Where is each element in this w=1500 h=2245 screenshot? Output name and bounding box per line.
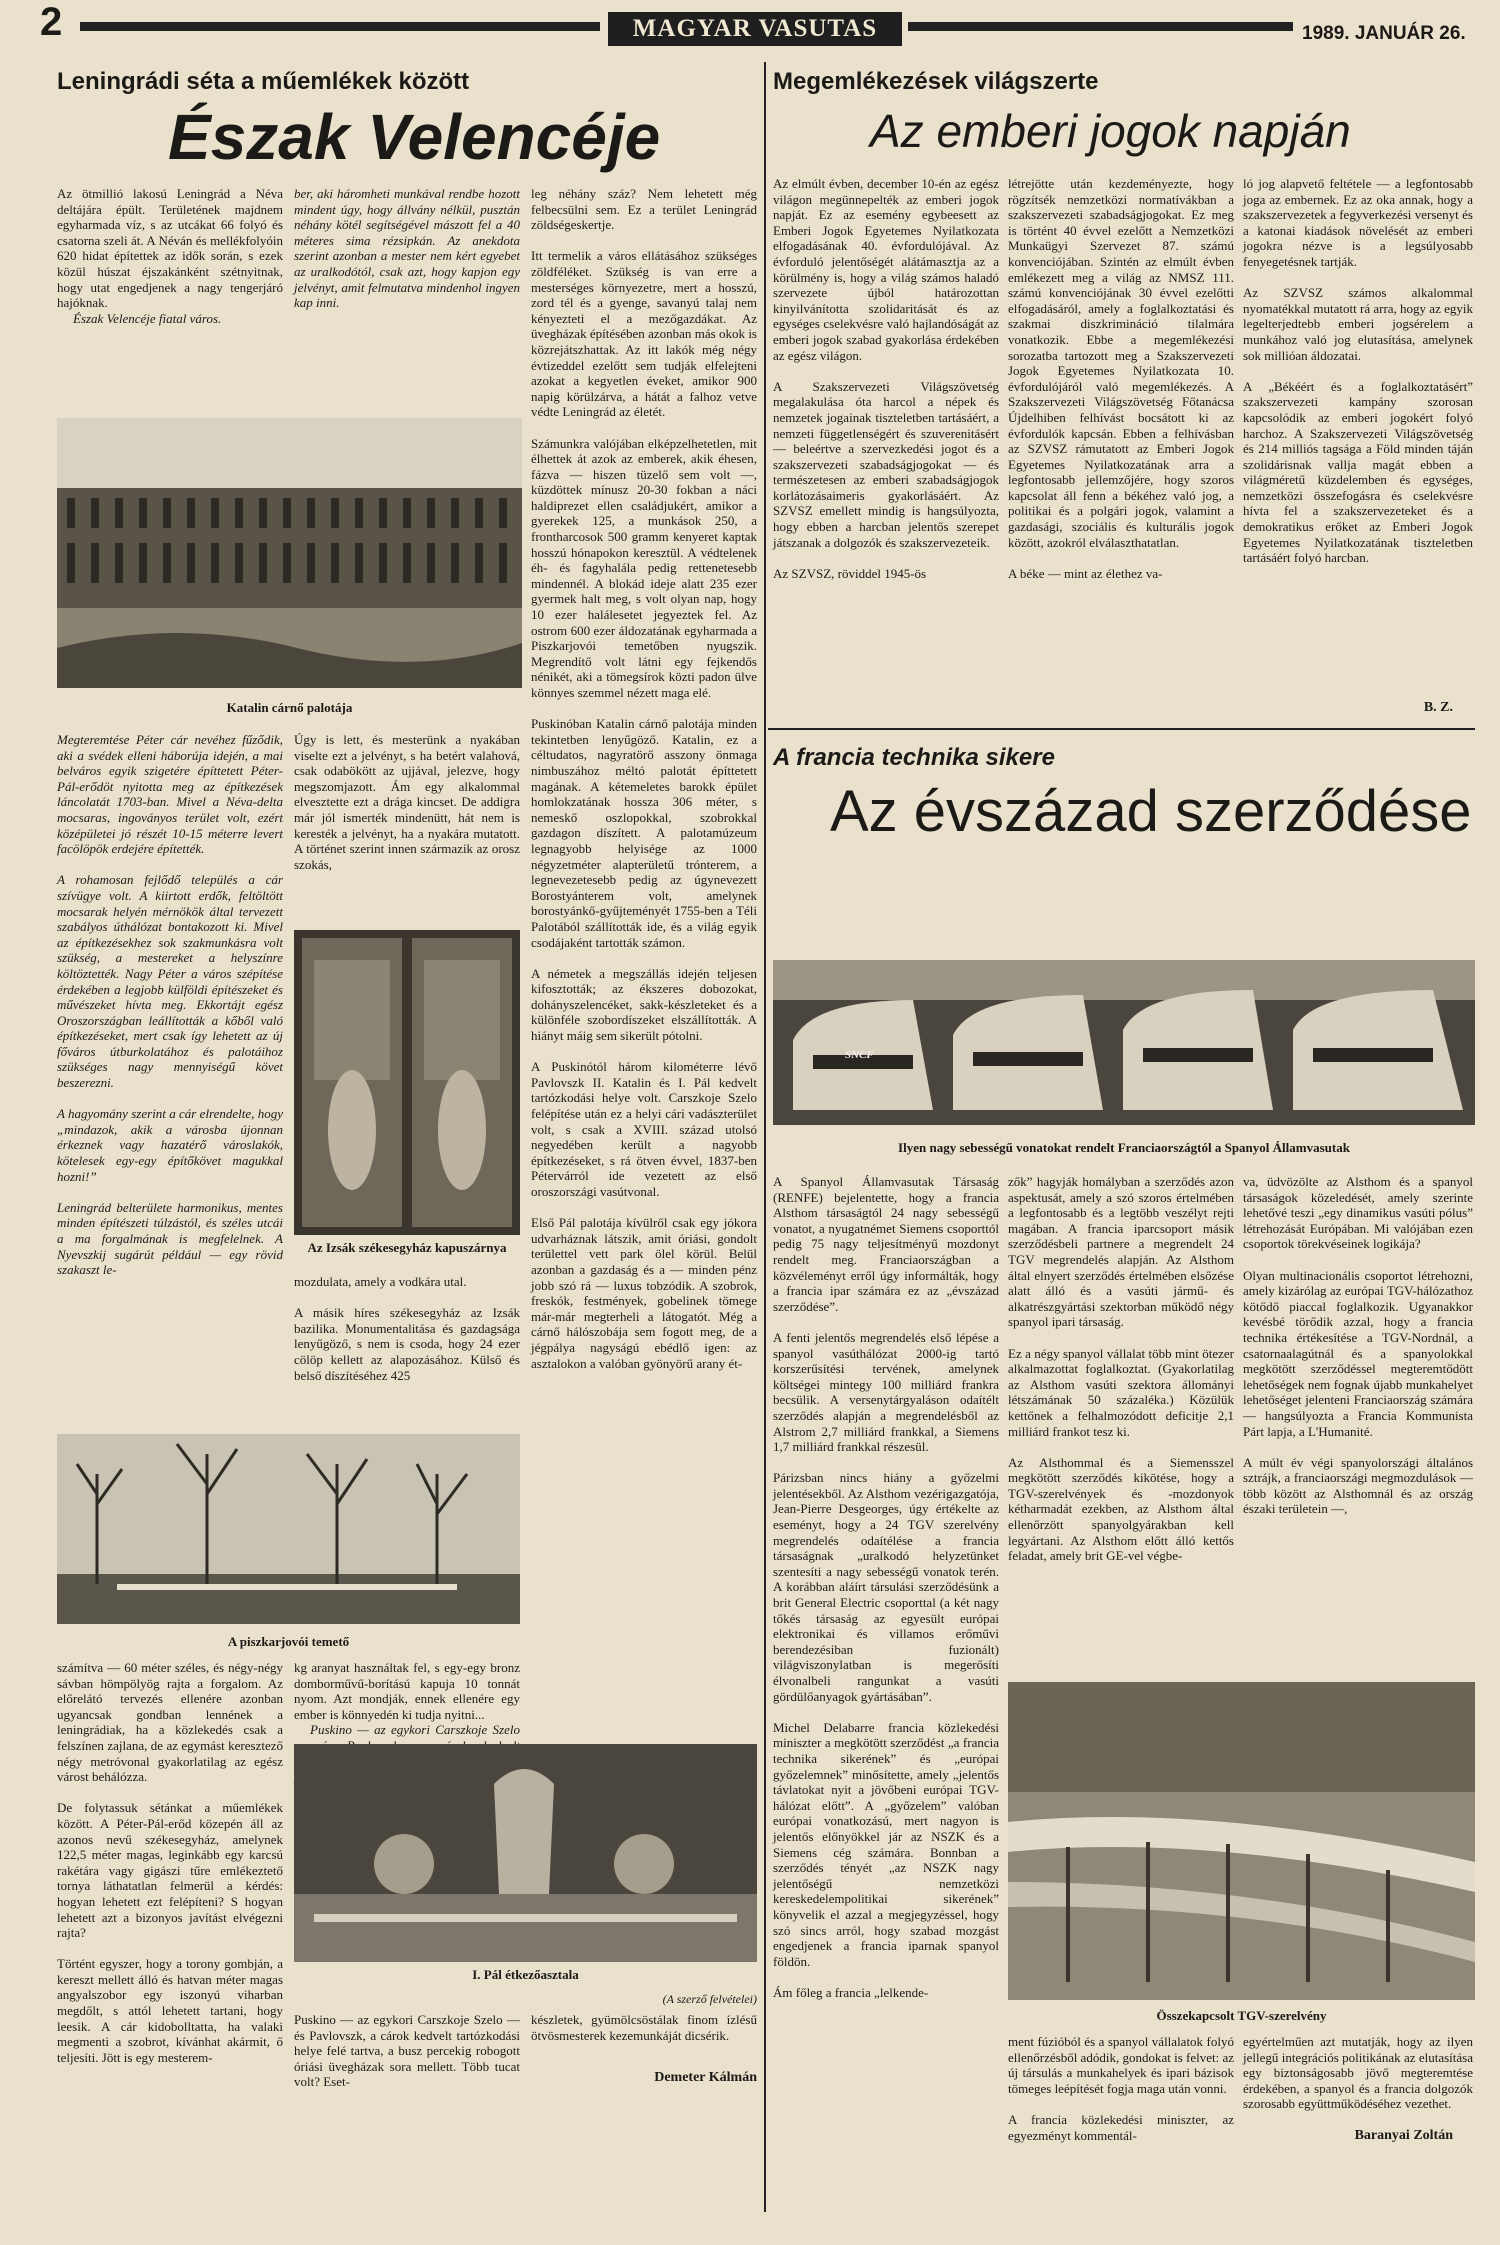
article1-col2-low: mozdulata, amely a vodkára utal. A másik híres székesegyház az Izsák bazilika. Monumentalitása és gazdagsága lenyűgöző, s nem is csoda, hogy 24 ezer cölöp kellett az alapozásához. Külső és belső díszítéséhez 425 <box>294 1274 520 1383</box>
article1-col2-end: Puskino — az egykori Carszkoje Szelo — és Pavlovszk, a cárok kedvelt tartózkodási helye felé tartva, a busz percekig robogott óriási üvegházak sora mellett. Több tucat volt? Eset- <box>294 2012 520 2090</box>
article1-col2-bottom-italic: Puskino — az egykori Carszkoje Szelo <box>310 1722 520 1738</box>
article1-col2-mid: Úgy is lett, és mesterünk a nyakában viselte ezt a jelvényt, s ha betért valahová, csak odabökött az ujjával, jelezve, hogy megszomjazott. Ám egy alkalommal elvesztette ezt a drága kincset. De addigra már jól ismerték mindenütt, hát nem is keresték a jelvényt, ha a nyakára mutatott. A történet szerint innen származik az orosz szokás, <box>294 732 520 872</box>
article1-col3: leg néhány száz? Nem lehetett még felbecsülni sem. Ez a terület Leningrád zöldségeskertje. Itt termelik a város ellátásához szükséges zöldféléket. Szükség is van erre a mesterséges környezetre, mert a hosszú, zord tél és a gyenge, savanyú talaj nem kényezteti el a mezőgazdákat. Az üvegházak építésében azonban más okok is közrejátszhattak. Az itt lakók még négy évtizeddel ezelőtt sem tudják elfelejteni azokat a kegyetlen éveket, amikor 900 napig körülzárva, a hátát a falhoz vetve védte Leningrád az életét. Számunkra valójában elképzelhetetlen, mit élhettek át azok az emberek, akik éhesen, fázva — hiszen tüzelő sem volt —, küzdöttek mínusz 20-30 fokban a náci haldiprezet ellen családjukért, amikor a gyerekek 125, a munkások 250, a frontharcosok 500 gramm kenyeret kaptak hosszú hónapokon keresztül. A védtelenek éh- és fagyhalála pedig rettenetesebb mindennél. A blokád ideje alatt 235 ezer gyermek halt meg, s volt olyan nap, hogy 10 ezer halálesetet jegyeztek fel. Az ostrom 600 ezer áldozatának egyharmada a Piszkarjovói temetőben nyugszik. Megrendítő volt látni egy fejkendős nénikét, aki a tömegsírok közti padon ülve könnyes szemmel nézett maga elé. Puskinóban Katalin cárnő palotája minden tekintetben lenyűgöző. Katalin, ez a céltudatos, nagyratörő asszony önmaga nimbuszához méltó palotát építtetett magának. A kétemeletes barokk épület homlokzatának hossza 306 méter, s nemeskő oszlopokkal, szobrokkal gazdagon díszített. A palotamúzeum legnagyobb helyisége az 1000 négyzetméter alapterületű trónterem, a legnevezetesebb pedig az úgynevezett Borostyánterem volt, amelynek borostyánkő-gyűjteményét 1755-ben a Téli Palotából szállították ide, és a világ egyik csodájaként tartották számon. A németek a megszállás idején teljesen kifosztották; az ékszeres dobozokat, dohányszelencéket, sakk-készleteket és a különféle szobordíszeket elszállították. A hiányt máig sem sikerült pótolni. A Puskinótól három kilométerre lévő Pavlovszk II. Katalin és I. Pál kedvelt tartózkodási helye volt. Carszkoje Szelo felépítése után ez a helyi cári vadászterület volt, s csak a XVIII. század utolsó negyedében került a nagyobb építkezéseket, s rá ötven évvel, 1837-ben Pétervárról ide vezetett az első oroszországi vasútvonal. Első Pál palotája kívülről csak egy jókora udvarháznak látszik, amit óriási, gondolt területtel vett park ölel körül. Belül azonban a gazdaság és a — minden pénz jobb szó rá — luxus tobzódik. A szobrok, freskók, festmények, gobelinek tömege már-már megterheli a látogatót. Még a cárnő hálószobája sem fogott meg, de a jégpálya nagyságú ebédlő igen: az asztalokon a valóban gyönyörű arany ét- <box>531 186 757 1371</box>
article1-col1-top-end: Észak Velencéje fiatal város. <box>73 310 222 326</box>
article1-byline: Demeter Kálmán <box>654 2070 757 2085</box>
issue-date: 1989. JANUÁR 26. <box>1302 23 1466 44</box>
article3-headline: Az évszázad szerződése <box>830 779 1472 844</box>
article3-byline: Baranyai Zoltán <box>1354 2128 1453 2143</box>
article2-col3: ló jog alapvető feltétele — a legfontosabb joga az embernek. Ez az oka annak, hogy a szakszervezetek a fegyverkezési versenyt és a katonai kiadások növelését az emberi jogokra nézve is a legsúlyosabb fenyegetésnek tartják. Az SZVSZ számos alkalommal nyomatékkal mutatott rá arra, hogy az egyik legelterjedtebb emberi jogsérelem a munkához való jog elutasítása, amelynek sok millióan áldozatai. A „Békéért és a foglalkoztatásért” szakszervezeti kampány szorosan kapcsolódik az emberi jogokért folyó harchoz. A Szakszervezeti Világszövetség és 214 milliós tagsága a Föld minden táján szolidárisnak vallja magát ebben a világméretű küzdelemben és egységes, nemzetközi összefogásra és cselekvésre hívta fel a szakszervezeteket és a demokratikus erőket az Emberi Jogok Egyetemes Nyilatkozatának tiszteletben tartásáért folyó harcban. <box>1243 176 1473 566</box>
article2-col2: létrejötte után kezdeményezte, hogy rögzítsék nemzetközi normatívákban a szakszervezeti szabadságjogokat. Ez meg is történt 40 évvel ezelőtt a Nemzetközi Munkaügyi Szervezet 87. számú konvenciójában. Szintén az elmúlt évben emlékezett meg a világ az NMSZ 111. számú konvenciójának 30 évvel ezelőtti elfogadásáról, amely a foglalkoztatási és szakmai diszkrimináció tilalmára vonatkozik. Ebbe a megemlékezési sorozatba tartozott meg a Szakszervezeti Jogok Egyetemes Nyilatkozata 10. évfordulójáról való megemlékezés. A Szakszervezeti Világszövetség Főtanácsa Újdelhiben felhívást bocsátott ki az évfordulók kapcsán. Ebben a felhívásban az SZVSZ rámutatott az Emberi Jogok Egyetemes Nyilatkozatának arra a legfontosabb jellemzőjére, hogy szoros kapcsolat áll fenn a békéhez való jog, a politikai és a polgári jogok, valamint a gazdasági, szociális és kulturális jogok között, azokról elválaszthatatlan. A béke — mint az élethez va- <box>1008 176 1234 581</box>
cemetery-caption: A piszkarjovói temető <box>227 1634 350 1649</box>
tgv-trains-photo <box>773 960 1475 1125</box>
article1-col1-bottom: számítva — 60 méter széles, és négy-négy sávban hömpölyög rajta a forgalom. Az előrelátó tervezés ellenére azonban ugyancsak gondban lennének a leningrádiak, ha a közlekedés csak a felszínen zajlana, de az egymást keresztező négy metróvonal gyakorlatilag az egész várost behálózza. De folytassuk sétánkat a műemlékek között. A Péter-Pál-erőd közepén áll az azonos nevű székesegyház, amelynek 122,5 méter magas, leginkább egy karcsú rakétára vagy gigászi tűre emlékeztető tornya láthatatlan felmerül a kérdés: hogyan lehetett ezt felépíteni? S hogyan lehetett azt a bizonyos javítást elvégezni rajta? Történt egyszer, hogy a torony gombján, a kereszt mellett álló és hatvan méter magas angyalszobor egy iszonyú viharban megdőlt, s attól lehetett tartani, hogy leesik. A cár kidobolltatta, ha valaki megmenti a szobrot, kívánhat akármit, ő teljesíti. Jött is egy mesterem- <box>57 1660 283 2065</box>
article-separator <box>768 728 1475 730</box>
train-livery-label: SNCF <box>845 1049 874 1061</box>
article1-col1-mid: Megteremtése Péter cár nevéhez fűződik, aki a svédek elleni háborúja idején, a mai belváros egyik szigetére építtetett Péter-Pál-erődöt nyitotta meg az építkezések láncolatát 1703-ban. Mivel a Néva-delta mocsaras, ingoványos terület volt, ezért középületei jó részét 10-15 méterre levert facölöpök erdejére építették. A rohamosan fejlődő település a cár szívügye volt. A kiirtott erdők, feltöltött mocsarak helyén mérnökök által tervezett szabályos úthálózat bontakozott ki. Mivel az építkezésekhez sok szakmunkásra volt szükség, a mestereket a helyszínre költöztették. Nagy Péter a város szépítése érdekében a legjobb külföldi építészeket és művészeket hívta meg. Ekkortájt egész Oroszországban leállították a kőből való építkezéseket, mert csak így lehetett az új főváros útburkolatához és palotáihoz szükséges nagy mennyiségű követ beszerezni. A hagyomány szerint a cár elrendelte, hogy „mindazok, akik a városba újonnan érkeznek vagy hazatérő városlakók, kötelesek egy-egy építőkövet magukkal hozni!” Leningrád belterülete harmonikus, mentes minden építészeti túlzástól, és széles utcái a ma forgalmának is megfelelnek. A Nyevszkij sugárút például — egy rövid szakaszt le- <box>57 732 283 1278</box>
palace-photo <box>57 418 522 688</box>
trains-caption: Ilyen nagy sebességű vonatokat rendelt Franciaországtól a Spanyol Államvasutak <box>898 1140 1350 1155</box>
header-rule-right <box>908 22 1293 31</box>
article1-col2-top: ber, aki háromheti munkával rendbe hozott mindent úgy, hogy állvány nélkül, pusztán néhány kötél segítségével mászott fel a 40 méteres sima rézsipkán. Az anekdota szerint azonban a mester nem kért egyebet az uralkodótól, csak azt, hogy kapjon egy jelvényt, amit felmutatva mindenhol ingyen kap inni. <box>294 186 520 311</box>
article1-col3-end: készletek, gyümölcsöstálak finom ízlésű ötvösmesterek kezemunkáját dicsérik. <box>531 2012 757 2043</box>
photo-credit: (A szerző felvételei) <box>662 1992 757 2006</box>
article2-signature: B. Z. <box>1423 700 1453 715</box>
page-number: 2 <box>40 0 63 44</box>
article3-col1: A Spanyol Államvasutak Társaság (RENFE) bejelentette, hogy a francia Alsthom társaságtól 24 nagy sebességű vonatot, a nyugatnémet Siemens csoporttól pedig 75 nagy teljesítményű mozdonyt rendelt meg. Franciaországban a közvéleményt erről úgy informálták, hogy a francia ipar számára ez az „évszázad szerződése”. A fenti jelentős megrendelés első lépése a spanyol vasúthálózat 2000-ig tartó korszerűsítési tervének, amelynek költségei mintegy 100 milliárd frankra becsülik. A versenytárgyaláson odaítélt szerződés alapján a megrendelésből az Alstrom 2,7 milliárd frankkal, a Siemens 1,7 milliárd frankkal részesül. Párizsban nincs hiány a győzelmi jelentésekből. Az Alsthom vezérigazgatója, Jean-Pierre Desgeorges, úgy értékelte az eseményt, hogy a 24 TGV szerelvény megrendelés odaítélése a francia társaságnak „uralkodó helyzetünket szentesíti a nagy sebességű vonatok terén. A korábban aláírt társulási szerződésünk a brit General Electric csoporttal (a két nagy tőkés társaság az egyesült európai elektronikai és villamos erőművi berendezésiban fuzionált) világviszonylatban is megerősíti élvonalbeli rangunkat a vasúti gördülőanyagok gyártásában”. Michel Delabarre francia közlekedési miniszter a megkötött szerződést „a francia technika sikerének” és „európai győzelemnek” minősítette, amely „jelentős távlatokat nyit a jövőbeni európai TGV-hálózat előtt”. A „győzelem” valóban európai vonatkozású, mert nagyon is jelentős előnyökkel jár az NSZK és a Siemens cég számára. Bonnban a szerződés tényét „az NSZK nagy jelentőségű nemzetközi kereskedelempolitikai sikerének” könyvelik el azzal a megjegyzéssel, hogy szó sincs arról, hogy szabad mozgást engedjenek a francia iparnak spanyol földön. Ám főleg a francia „lelkende- <box>773 1174 999 2000</box>
dining-table-photo <box>294 1744 757 1962</box>
article3-col3-end: egyértelműen azt mutatják, hogy az ilyen jellegű integrációs politikának az elutasítása egy biztonságosabb jövő megteremtése érdekében, a spanyol és a francia dolgozók szorosabb együttműködéséhez vezethet. <box>1243 2034 1473 2112</box>
article3-kicker: A francia technika sikere <box>773 744 1055 771</box>
cemetery-photo <box>57 1434 520 1624</box>
masthead: MAGYAR VASUTAS <box>608 12 902 46</box>
article3-col3: va, üdvözölte az Alsthom és a spanyol társaságok közeledését, amely szerinte lehetővé teszi „egy dinamikus vasúti pólus” létrehozását Európában. Mi valójában ezen csoportok törekvéseinek logikája? Olyan multinacionális csoportot létrehozni, amely kizárólag az európai TGV-hálózathoz kötődő piaccal foglalkozik. Ugyanakkor kevésbé törődik azzal, hogy a francia technika értékesítése a TGV-Nordnál, a csatornaalagútnál és a spanyolokkal megkötött szerződéssel megteremtődött lehetőségek nem fognak újabb munkahelyet lehetőséget jelenteni Franciaország számára — hangsúlyozta a Francia Kommunista Párt lapja, a L'Humanité. A múlt év végi spanyolországi általános sztrájk, a franciaországi megmozdulások — több között az Alsthomnál és az ország északi területein —, <box>1243 1174 1473 1517</box>
dining-table-caption: I. Pál étkezőasztala <box>472 1967 579 1982</box>
cathedral-caption: Az Izsák székesegyház kapuszárnya <box>307 1240 507 1255</box>
viaduct-photo <box>1008 1682 1475 2000</box>
article1-col1-top <box>57 186 283 396</box>
article1-col2-bottom-text: kg aranyat használtak fel, s egy-egy bronz domborművű-borítású kapuja 10 tonnát nyom. Azt mondják, ennek ellenére egy ember is könnyedén ki tudja nyitni... <box>294 1660 520 1722</box>
viaduct-caption: Összekapcsolt TGV-szerelvény <box>1156 2008 1327 2023</box>
article3-col2-end: ment fúzióból és a spanyol vállalatok folyó ellenőrzésből adódik, gondokat is felvet: az új társulás a munkahelyek és ipari bázisok tömeges leépítését fogja maga után vonni. A francia közlekedési miniszter, az egyezményt kommentál- <box>1008 2034 1234 2143</box>
article3-col2: zők” hagyják homályban a szerződés azon aspektusát, amely a szó szoros értelmében a legfontosabb és a legtöbb veszélyt rejti magában. A francia iparcsoport másik szerződésbeli partnere a megrendelt 24 TGV megrendelés alapján. Az Alsthom által elnyert szerződés értelmében elsőzése alatt álló és a vasúti jármű- és alkatrészgyártási szektorban működő négy spanyol ipari társaság. Ez a négy spanyol vállalat több mint ötezer alkalmazottat foglalkoztat. (Gyakorlatilag az Alsthom vasúti szektora állományi létszámának 50 százaléka.) Közülük kettőnek a felhalmozódott deficitje 2,1 milliárd frankot tesz ki. Az Alsthommal és a Siemensszel megkötött szerződés kikötése, hogy a TGV-szerelvények és -mozdonyok kétharmadát ezekben, az Alsthom által ellenőrzött spanyolgyárakban kell legyártani. Az Alsthom előtt álló kettős feladat, amely brit GE-vel végbe- <box>1008 1174 1234 1564</box>
article2-headline: Az emberi jogok napján <box>870 105 1351 157</box>
article1-headline: Észak Velencéje <box>168 101 661 173</box>
article1-col1-top-text: Az ötmillió lakosú Leningrád a Néva deltájára épült. Területének majdnem egyharmada víz, s az utcákat 66 folyó és csatorna szeli át. A Néván és mellékfolyóin 620 hidat építettek az idők során, s ezek közül húszat éjszakánként szétnyitnak, hogy utat engedjenek a nagy tengerjáró hajóknak. <box>57 186 283 311</box>
article2-kicker: Megemlékezések világszerte <box>773 68 1099 95</box>
article1-kicker: Leningrádi séta a műemlékek között <box>57 68 470 95</box>
column-divider <box>764 62 766 2212</box>
header-rule-left <box>80 22 600 31</box>
cathedral-door-photo <box>294 930 520 1235</box>
article2-col1: Az elmúlt évben, december 10-én az egész világon megünnepelték az emberi jogok napját. Ez az esemény egybeesett az Emberi Jogok Egyetemes Nyilatkozata elfogadásának 40. évfordulójával. Az évforduló jelentőségét alátámasztja az a körülmény is, hogy a világ számos haladó szervezete újból határozottan kinyilvánította szolidaritását és az egységes cselekvésre való hajlandóságát az emberi jogok szabad gyakorlása érdekében az egész világon. A Szakszervezeti Világszövetség megalakulása óta harcol a népek és nemzetek jogainak tiszteletben tartásáért, a nemzeti függetlenségért és szuverenitásért — beleértve a szervezkedési jogot és a szakszervezeti szabadságjogokat — és természetesen az emberi szabadságjogok korlátozásaimeris gyakorlásáért. Az SZVSZ emellett mindig is hangsúlyozta, hogy ebben a harcban jelentős szerepet játszanak a dolgozók és szakszervezeteik. Az SZVSZ, röviddel 1945-ös <box>773 176 999 581</box>
palace-caption: Katalin cárnő palotája <box>226 700 353 715</box>
